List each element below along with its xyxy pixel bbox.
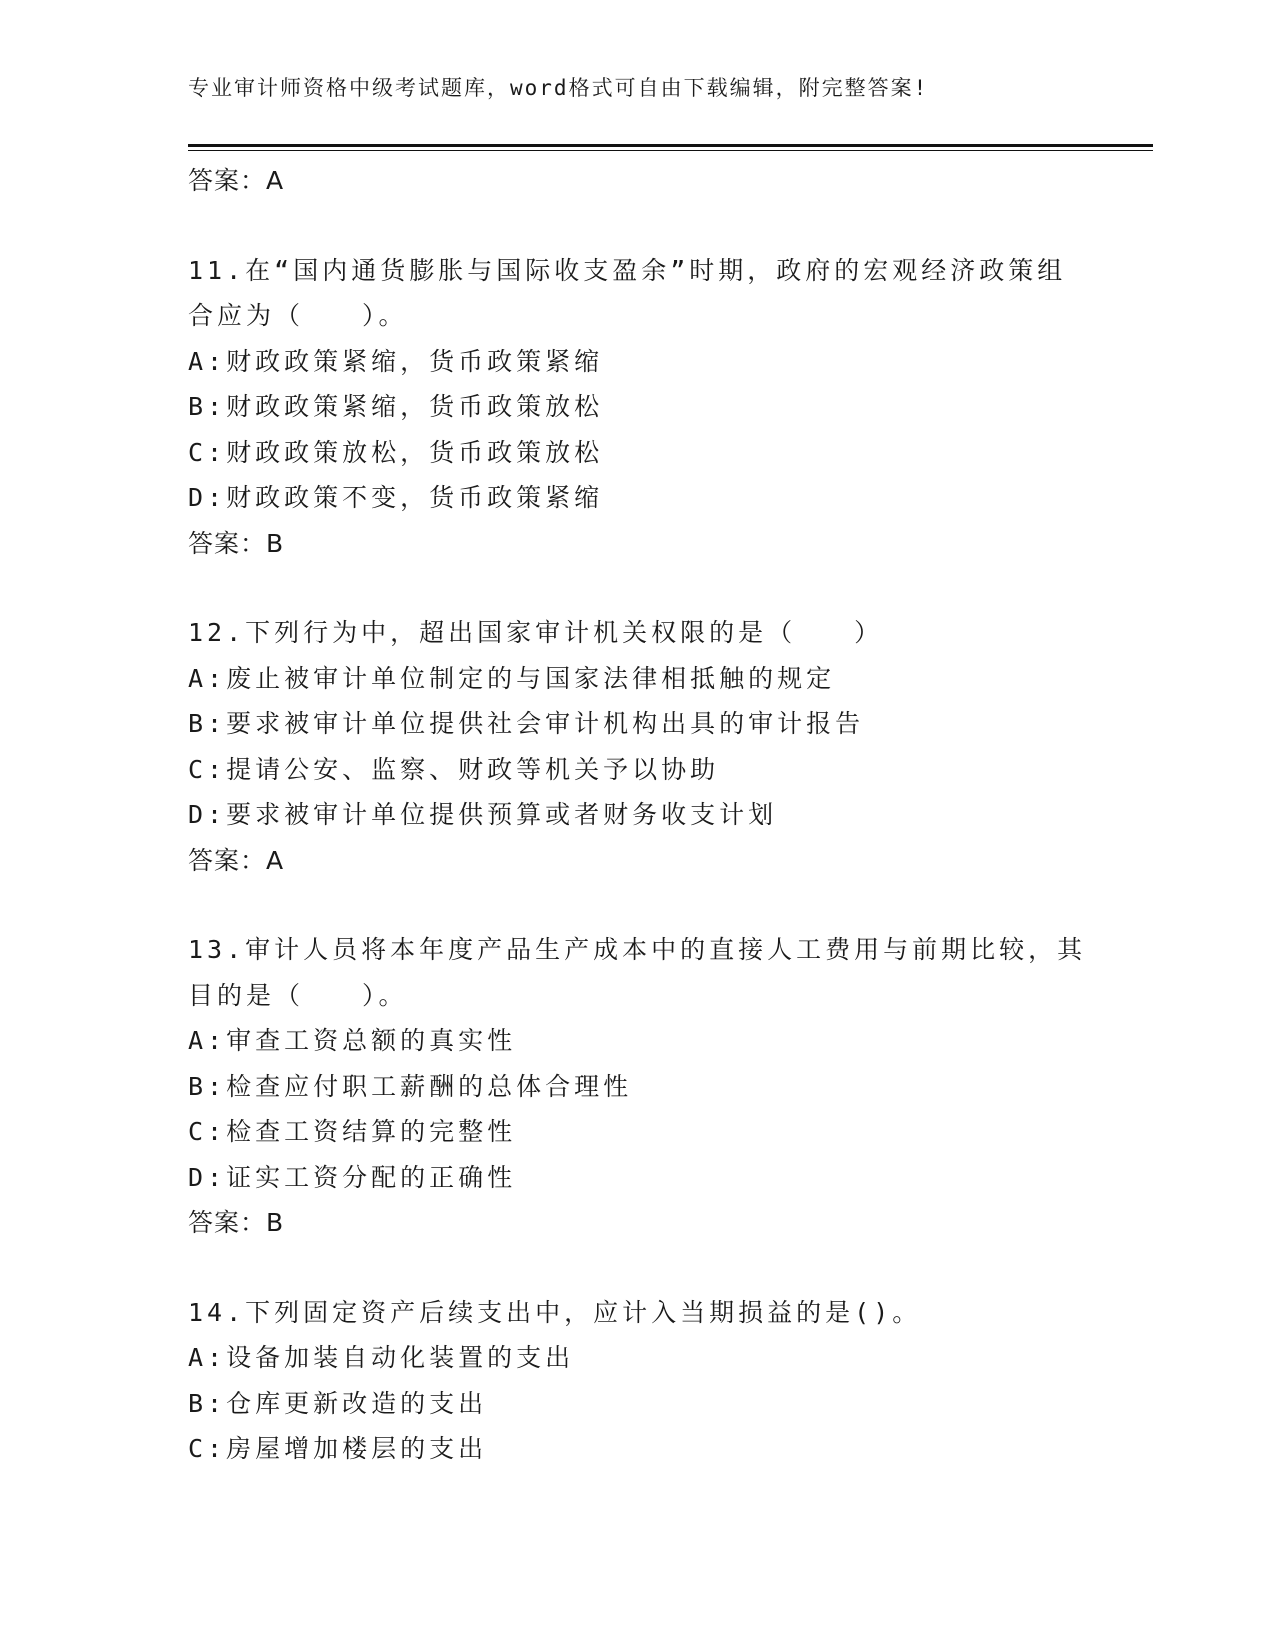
question-11 — [188, 248, 1088, 567]
option-c: C:检查工资结算的完整性 — [188, 1117, 517, 1146]
question-13 — [188, 927, 1088, 1246]
option-a: A:审查工资总额的真实性 — [188, 1026, 517, 1055]
option-c: C:提请公安、监察、财政等机关予以协助 — [188, 754, 720, 784]
answer-line: 答案：B — [188, 1208, 285, 1237]
option-b: B:检查应付职工薪酬的总体合理性 — [188, 1071, 633, 1101]
option-a: A:设备加装自动化装置的支出 — [188, 1343, 575, 1372]
question-stem-line: 13.审计人员将本年度产品生产成本中的直接人工费用与前期比较，其 — [188, 935, 1087, 964]
spacer — [188, 1246, 1088, 1290]
question-stem-line: 目的是（ ）。 — [188, 980, 408, 1010]
previous-answer: 答案：A — [188, 166, 285, 195]
question-12 — [188, 610, 1088, 883]
option-d: D:财政政策不变，货币政策紧缩 — [188, 483, 604, 512]
document-body — [188, 158, 1088, 1472]
option-c: C:财政政策放松，货币政策放松 — [188, 437, 604, 467]
option-d: D:证实工资分配的正确性 — [188, 1162, 517, 1192]
page-header: 专业审计师资格中级考试题库，word格式可自由下载编辑，附完整答案! — [188, 76, 929, 100]
answer-line: 答案：A — [188, 845, 285, 875]
header-divider — [188, 144, 1153, 151]
question-stem-line: 11.在“国内通货膨胀与国际收支盈余”时期，政府的宏观经济政策组 — [188, 255, 1067, 285]
answer-line: 答案：B — [188, 528, 285, 558]
spacer — [188, 204, 1088, 248]
spacer — [188, 883, 1088, 927]
question-14 — [188, 1290, 1088, 1472]
question-stem-line: 12.下列行为中，超出国家审计机关权限的是（ ） — [188, 618, 884, 647]
question-stem-line: 14.下列固定资产后续支出中，应计入当期损益的是()。 — [188, 1297, 922, 1327]
option-c: C:房屋增加楼层的支出 — [188, 1434, 488, 1463]
option-b: B:财政政策紧缩，货币政策放松 — [188, 392, 604, 421]
option-a: A:财政政策紧缩，货币政策紧缩 — [188, 346, 604, 376]
option-b: B:要求被审计单位提供社会审计机构出具的审计报告 — [188, 709, 865, 738]
question-stem-line: 合应为（ ）。 — [188, 301, 408, 330]
option-a: A:废止被审计单位制定的与国家法律相抵触的规定 — [188, 663, 836, 693]
spacer — [188, 566, 1088, 610]
option-b: B:仓库更新改造的支出 — [188, 1388, 488, 1418]
option-d: D:要求被审计单位提供预算或者财务收支计划 — [188, 800, 778, 829]
